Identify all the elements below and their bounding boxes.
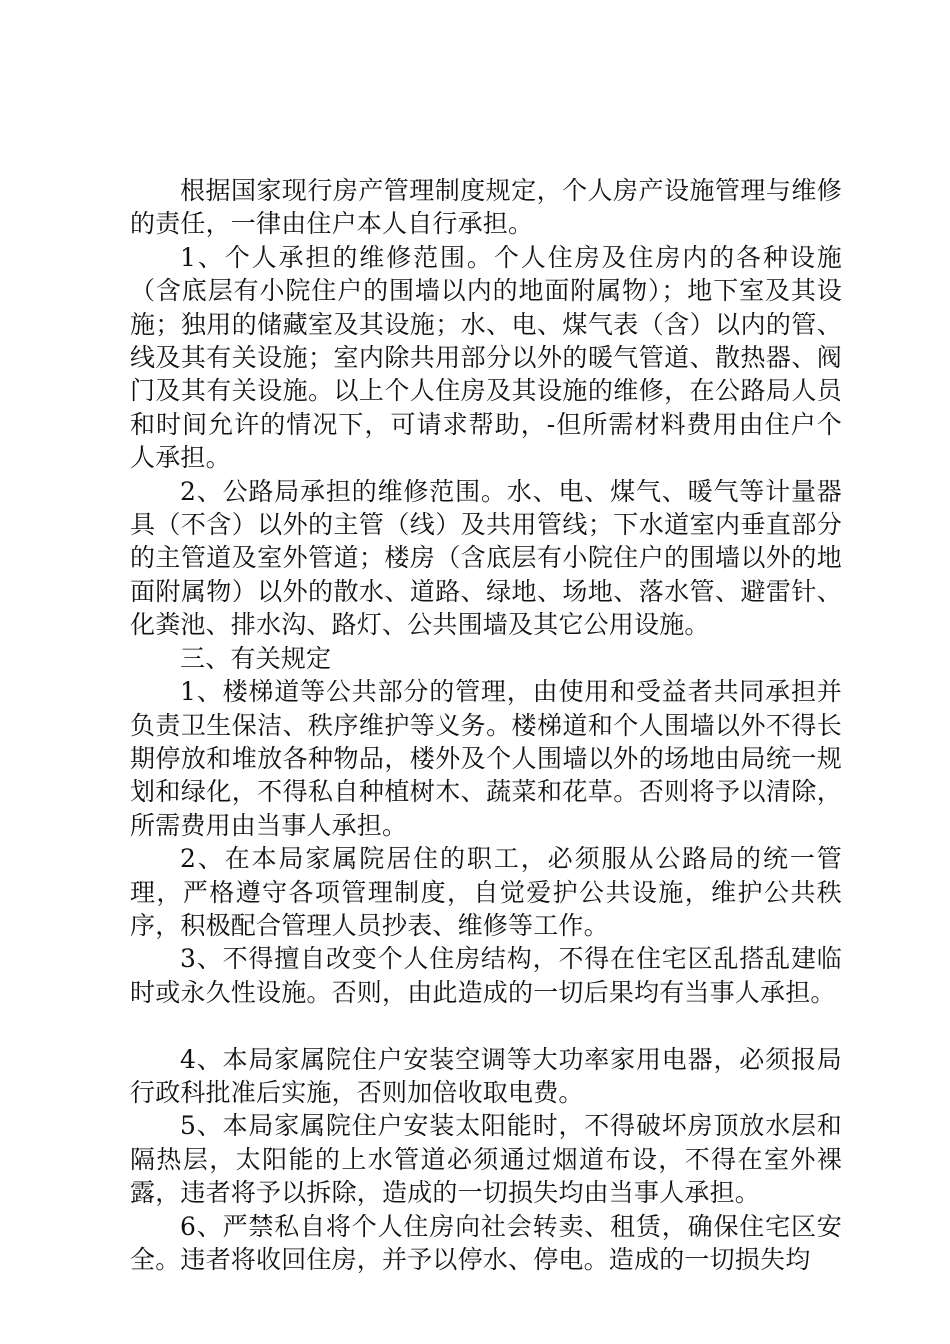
rule-6-paragraph: 6、严禁私自将个人住房向社会转卖、租赁，确保住宅区安全。违者将收回住房，并予以停水、停电。造成的一切损失均 (130, 1211, 842, 1274)
intro-paragraph: 根据国家现行房产管理制度规定，个人房产设施管理与维修的责任，一律由住户本人自行承担。 (130, 176, 842, 239)
rule-1-paragraph: 1、楼梯道等公共部分的管理，由使用和受益者共同承担并负责卫生保洁、秩序维护等义务。楼梯道和个人围墙以外不得长期停放和堆放各种物品，楼外及个人围墙以外的场地由局统一规划和绿化，不得私自种植树木、蔬菜和花草。否则将予以清除，所需费用由当事人承担。 (130, 677, 842, 840)
personal-repair-scope-paragraph: 1、个人承担的维修范围。个人住房及住房内的各种设施（含底层有小院住户的围墙以内的地面附属物）；地下室及其设施；独用的储藏室及其设施；水、电、煤气表（含）以内的管、线及其有关设施；室内除共用部分以外的暖气管道、散热器、阀门及其有关设施。以上个人住房及其设施的维修，在公路局人员和时间允许的情况下，可请求帮助，-但所需材料费用由住户个人承担。 (130, 242, 842, 473)
bureau-repair-scope-paragraph: 2、公路局承担的维修范围。水、电、煤气、暖气等计量器具（不含）以外的主管（线）及共用管线；下水道室内垂直部分的主管道及室外管道；楼房（含底层有小院住户的围墙以外的地面附属物）以外的散水、道路、绿地、场地、落水管、避雷针、化粪池、排水沟、路灯、公共围墙及其它公用设施。 (130, 476, 842, 640)
rule-2-paragraph: 2、在本局家属院居住的职工，必须服从公路局的统一管理，严格遵守各项管理制度，自觉爱护公共设施，维护公共秩序，积极配合管理人员抄表、维修等工作。 (130, 844, 842, 940)
rule-5-paragraph: 5、本局家属院住户安装太阳能时，不得破坏房顶放水层和隔热层，太阳能的上水管道必须通过烟道布设，不得在室外裸露，违者将予以拆除，造成的一切损失均由当事人承担。 (130, 1111, 842, 1208)
blank-line (130, 1009, 842, 1042)
document-page (130, 174, 842, 1276)
section-heading-regulations: 三、有关规定 (180, 643, 332, 673)
rule-3-paragraph: 3、不得擅自改变个人住房结构，不得在住宅区乱搭乱建临时或永久性设施。否则，由此造成的一切后果均有当事人承担。 (130, 944, 842, 1007)
rule-4-paragraph: 4、本局家属院住户安装空调等大功率家用电器，必须报局行政科批准后实施，否则加倍收取电费。 (130, 1044, 842, 1107)
